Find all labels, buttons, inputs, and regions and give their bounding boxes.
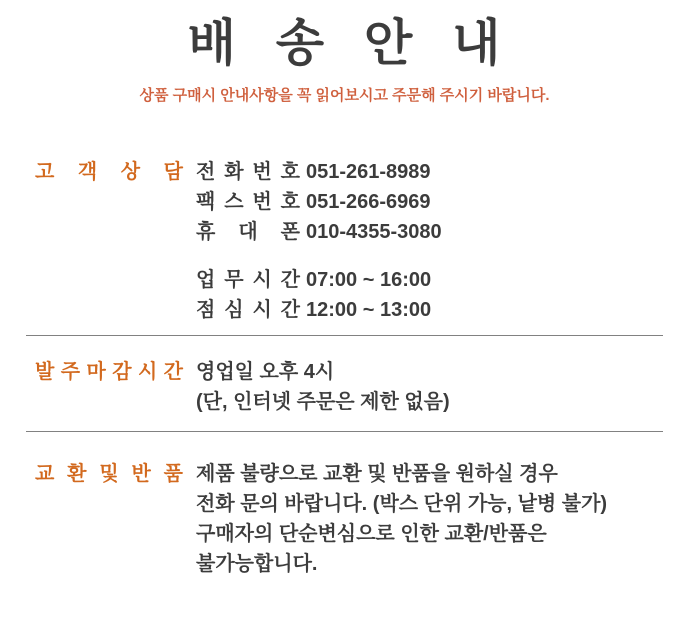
deadline-note-line: (단, 인터넷 주문은 제한 없음) bbox=[196, 391, 450, 413]
lunch-hours-row bbox=[196, 295, 442, 325]
customer-service-label: 고 객 상 담 bbox=[35, 161, 183, 183]
fax-number-row bbox=[196, 187, 442, 217]
phone-number-row bbox=[196, 157, 442, 187]
lunch-hours-value: 12:00 ~ 13:00 bbox=[306, 299, 432, 321]
business-hours-value: 07:00 ~ 16:00 bbox=[306, 269, 432, 291]
returns-line: 구매자의 단순변심으로 인한 교환/반품은 bbox=[196, 523, 547, 545]
section-exchange-return bbox=[35, 459, 669, 579]
shipping-notice-page bbox=[0, 12, 689, 638]
section-divider bbox=[26, 335, 663, 336]
page-subtitle: 상품 구매시 안내사항을 꼭 읽어보시고 주문해 주시기 바랍니다. bbox=[139, 87, 550, 104]
page-title: 배 송 안 내 bbox=[187, 15, 502, 71]
lunch-hours-key: 점 심 시 간 bbox=[196, 299, 300, 321]
fax-number-value: 051-266-6969 bbox=[306, 191, 431, 213]
phone-number-value: 051-261-8989 bbox=[306, 161, 431, 183]
exchange-return-content bbox=[196, 459, 607, 579]
row-gap bbox=[196, 247, 442, 265]
section-divider bbox=[26, 431, 663, 432]
order-deadline-label: 발 주 마 감 시 간 bbox=[35, 361, 183, 383]
phone-number-key: 전 화 번 호 bbox=[196, 161, 300, 183]
section-order-deadline bbox=[35, 357, 669, 417]
mobile-phone-value: 010-4355-3080 bbox=[306, 221, 442, 243]
mobile-phone-key: 휴 대 폰 bbox=[196, 221, 300, 243]
returns-line: 제품 불량으로 교환 및 반품을 원하실 경우 bbox=[196, 463, 558, 485]
business-hours-key: 업 무 시 간 bbox=[196, 269, 300, 291]
business-hours-row bbox=[196, 265, 442, 295]
section-customer-service bbox=[35, 157, 669, 325]
fax-number-key: 팩 스 번 호 bbox=[196, 191, 300, 213]
customer-service-content bbox=[196, 157, 442, 325]
mobile-phone-row bbox=[196, 217, 442, 247]
returns-line: 전화 문의 바랍니다. (박스 단위 가능, 낱병 불가) bbox=[196, 493, 608, 515]
exchange-return-label: 교 환 및 반 품 bbox=[35, 463, 183, 485]
deadline-line: 영업일 오후 4시 bbox=[196, 361, 335, 383]
returns-line: 불가능합니다. bbox=[196, 553, 318, 575]
order-deadline-content bbox=[196, 357, 450, 417]
